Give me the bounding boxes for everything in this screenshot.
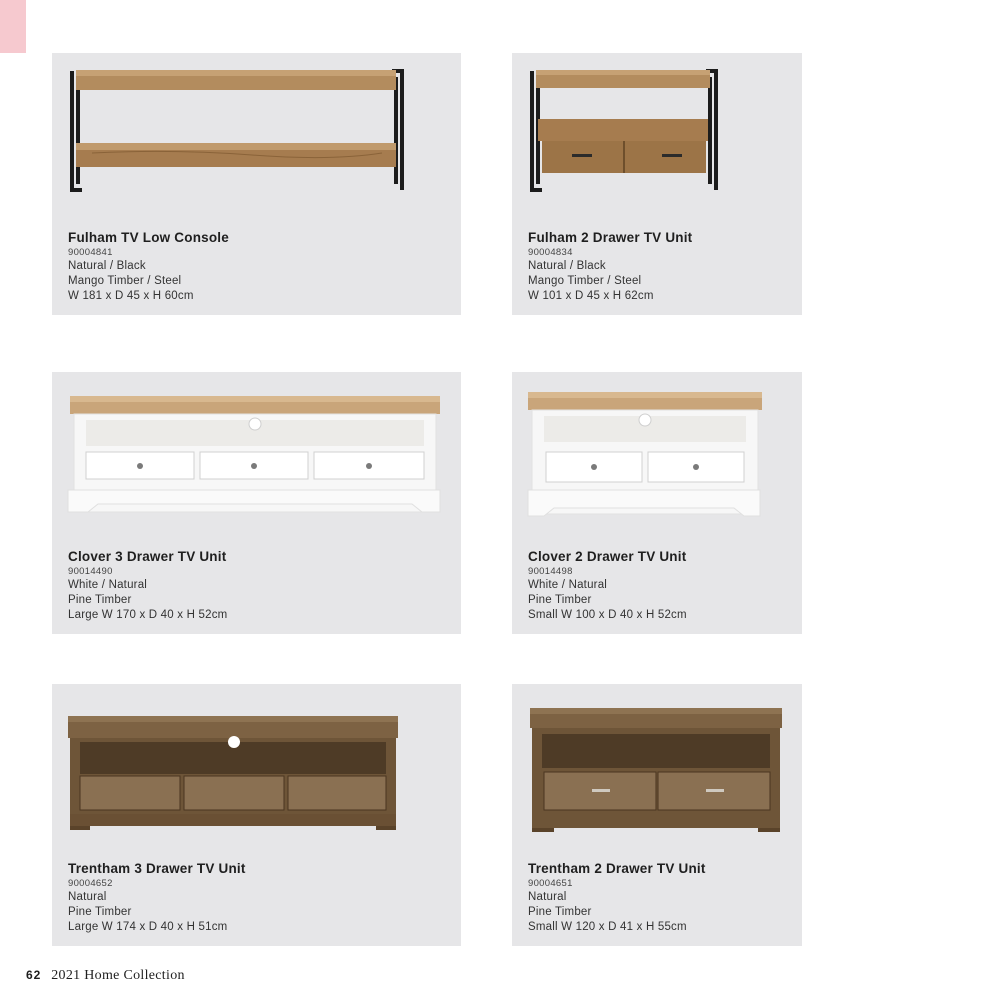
product-image: [52, 684, 461, 854]
product-card[interactable]: [52, 684, 461, 946]
product-size: Large W 170 x D 40 x H 52cm: [68, 609, 228, 621]
product-card[interactable]: [512, 684, 802, 946]
product-size: Large W 174 x D 40 x H 51cm: [68, 921, 228, 933]
product-material: Pine Timber: [68, 906, 132, 918]
page-edge-tab: [0, 0, 26, 53]
product-card[interactable]: [512, 53, 802, 315]
product-size: W 181 x D 45 x H 60cm: [68, 290, 194, 302]
product-finish: Natural / Black: [528, 260, 606, 272]
product-size: W 101 x D 45 x H 62cm: [528, 290, 654, 302]
product-card[interactable]: [512, 372, 802, 634]
product-code: 90014498: [528, 566, 573, 577]
product-code: 90004652: [68, 878, 113, 889]
product-finish: Natural: [528, 891, 567, 903]
product-material: Mango Timber / Steel: [68, 275, 182, 287]
product-material: Pine Timber: [528, 594, 592, 606]
product-image: [512, 372, 802, 542]
product-code: 90004651: [528, 878, 573, 889]
product-code: 90004834: [528, 247, 573, 258]
product-name: Trentham 3 Drawer TV Unit: [68, 861, 246, 876]
collection-title: 2021 Home Collection: [51, 968, 185, 983]
product-size: Small W 120 x D 41 x H 55cm: [528, 921, 687, 933]
product-code: 90004841: [68, 247, 113, 258]
product-finish: White / Natural: [528, 579, 608, 591]
product-name: Fulham TV Low Console: [68, 230, 229, 245]
product-material: Pine Timber: [528, 906, 592, 918]
product-material: Mango Timber / Steel: [528, 275, 642, 287]
product-name: Fulham 2 Drawer TV Unit: [528, 230, 693, 245]
product-material: Pine Timber: [68, 594, 132, 606]
product-finish: Natural / Black: [68, 260, 146, 272]
product-finish: White / Natural: [68, 579, 148, 591]
product-name: Trentham 2 Drawer TV Unit: [528, 861, 706, 876]
product-image: [52, 372, 461, 542]
product-finish: Natural: [68, 891, 107, 903]
page-number: 62: [26, 968, 42, 982]
product-card[interactable]: [52, 372, 461, 634]
page-footer: [26, 966, 185, 984]
product-image: [52, 53, 461, 223]
product-image: [512, 684, 802, 854]
product-name: Clover 2 Drawer TV Unit: [528, 549, 687, 564]
product-image: [512, 53, 802, 223]
product-card[interactable]: [52, 53, 461, 315]
product-size: Small W 100 x D 40 x H 52cm: [528, 609, 687, 621]
product-name: Clover 3 Drawer TV Unit: [68, 549, 227, 564]
product-code: 90014490: [68, 566, 113, 577]
